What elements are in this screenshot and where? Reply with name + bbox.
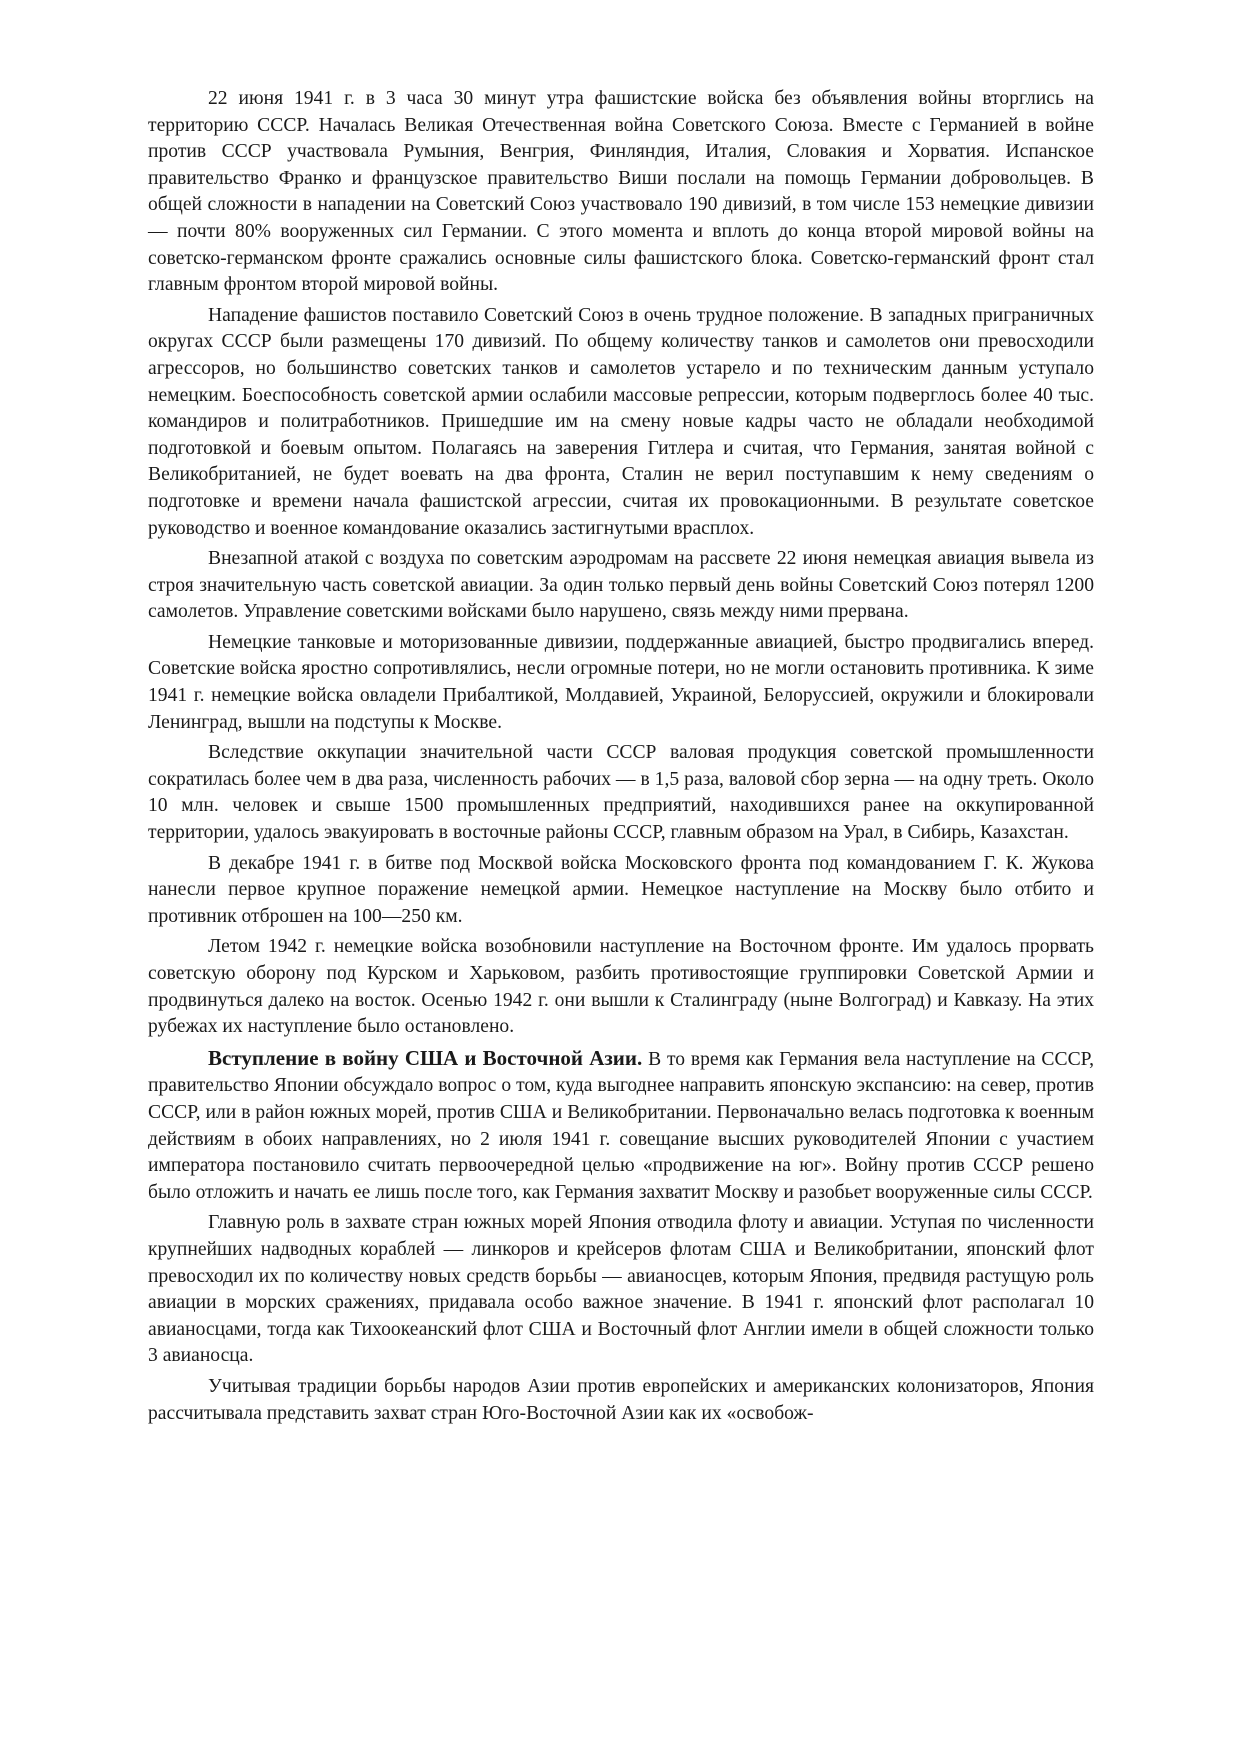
- section-paragraph: [148, 1045, 1094, 1207]
- paragraph: Летом 1942 г. немецкие войска возобновили наступление на Восточном фронте. Им удалось прорвать советскую оборону под Курском и Харьковом, разбить противостоящие группировки Советской Армии и продвинуться далеко на восток. Осенью 1942 г. они вышли к Сталинграду (ныне Волгоград) и Кавказу. На этих рубежах их наступление было остановлено.: [148, 936, 1094, 1038]
- section-lead-text: В то время как Германия вела наступление на СССР, правительство Японии обсуждало вопрос о том, куда выгоднее направить японскую экспансию: на север, против СССР, или в район южных морей, против США и Великобритании. Первоначально велась подготовка к военным действиям в обоих направлениях, но 2 июля 1941 г. совещание высших руководителей Японии с участием императора постановило считать первоочередной целью «продвижение на юг». Войну против СССР решено было отложить и начать ее лишь после того, как Германия захватит Москву и разобьет вооруженные силы СССР.: [148, 1048, 1094, 1203]
- paragraph: Внезапной атакой с воздуха по советским аэродромам на рассвете 22 июня немецкая авиация вывела из строя значительную часть советской авиации. За один только первый день войны Советский Союз потерял 1200 самолетов. Управление советскими войсками было нарушено, связь между ними прервана.: [148, 548, 1094, 623]
- paragraph: Главную роль в захвате стран южных морей Япония отводила флоту и авиации. Уступая по численности крупнейших надводных кораблей — линкоров и крейсеров флотам США и Великобритании, японский флот превосходил их по количеству новых средств борьбы — авианосцев, которым Япония, предвидя растущую роль авиации в морских сражениях, придавала особо важное значение. В 1941 г. японский флот располагал 10 авианосцами, тогда как Тихоокеанский флот США и Восточный флот Англии имели в общей сложности только 3 авианосца.: [148, 1212, 1094, 1367]
- paragraph: 22 июня 1941 г. в 3 часа 30 минут утра фашистские войска без объявления войны вторглись на территорию СССР. Началась Великая Отечественная война Советского Союза. Вместе с Германией в войне против СССР участвовала Румыния, Венгрия, Финляндия, Италия, Словакия и Хорватия. Испанское правительство Франко и французское правительство Виши послали на помощь Германии добровольцев. В общей сложности в нападении на Советский Союз участвовало 190 дивизий, в том числе 153 немецкие дивизии — почти 80% вооруженных сил Германии. С этого момента и вплоть до конца второй мировой войны на советско-германском фронте сражались основные силы фашистского блока. Советско-германский фронт стал главным фронтом второй мировой войны.: [148, 88, 1094, 296]
- paragraph: Учитывая традиции борьбы народов Азии против европейских и американских колонизаторов, Япония рассчитывала представить захват стран Юго-Восточной Азии как их «освобож-: [148, 1375, 1094, 1424]
- section-heading: Вступление в войну США и Восточной Азии.: [208, 1045, 643, 1070]
- paragraph: Немецкие танковые и моторизованные дивизии, поддержанные авиацией, быстро продвигались вперед. Советские войска яростно сопротивлялись, несли огромные потери, но не могли остановить противника. К зиме 1941 г. немецкие войска овладели Прибалтикой, Молдавией, Украиной, Белоруссией, окружили и блокировали Ленинград, вышли на подступы к Москве.: [148, 631, 1094, 733]
- paragraph: Нападение фашистов поставило Советский Союз в очень трудное положение. В западных приграничных округах СССР были размещены 170 дивизий. По общему количеству танков и самолетов они превосходили агрессоров, но большинство советских танков и самолетов устарело и по техническим данным уступало немецким. Боеспособность советской армии ослабили массовые репрессии, которым подверглось более 40 тыс. командиров и политработников. Пришедшие им на смену новые кадры часто не обладали необходимой подготовкой и боевым опытом. Полагаясь на заверения Гитлера и считая, что Германия, занятая войной с Великобританией, не будет воевать на два фронта, Сталин не верил поступавшим к нему сведениям о подготовке и времени начала фашистской агрессии, считая их провокационными. В результате советское руководство и военное командование оказались застигнутыми врасплох.: [148, 304, 1094, 539]
- paragraph: В декабре 1941 г. в битве под Москвой войска Московского фронта под командованием Г. К. Жукова нанесли первое крупное поражение немецкой армии. Немецкое наступление на Москву было отбито и противник отброшен на 100—250 км.: [148, 852, 1094, 927]
- body-text: [148, 86, 1094, 1431]
- paragraph: Вследствие оккупации значительной части СССР валовая продукция советской промышленности сократилась более чем в два раза, численность рабочих — в 1,5 раза, валовой сбор зерна — на одну треть. Около 10 млн. человек и свыше 1500 промышленных предприятий, находившихся ранее на оккупированной территории, удалось эвакуировать в восточные районы СССР, главным образом на Урал, в Сибирь, Казахстан.: [148, 742, 1094, 844]
